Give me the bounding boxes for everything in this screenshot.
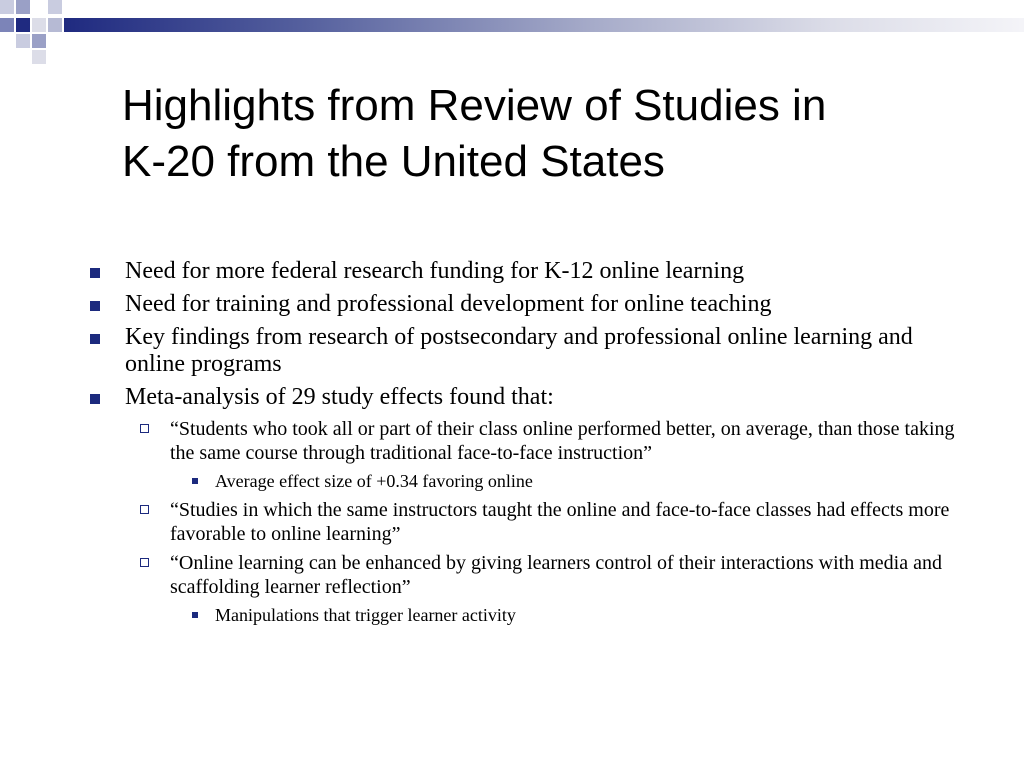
square-bullet-icon (90, 301, 100, 311)
bullet-item (88, 258, 968, 285)
bullet-text: Meta-analysis of 29 study effects found that: (125, 384, 554, 410)
square-bullet-icon (90, 334, 100, 344)
sub-bullet-item (135, 417, 968, 465)
sub-bullet-item (135, 551, 968, 599)
hollow-square-bullet-icon (140, 505, 149, 514)
hollow-square-bullet-icon (140, 558, 149, 567)
sub-bullet-text: “Students who took all or part of their class online performed better, on average, than those taking the same course through traditional face-to-face instruction” (170, 418, 955, 464)
deco-square (48, 18, 62, 32)
bullet-item (88, 291, 968, 318)
sub-sub-bullet-item (188, 470, 968, 492)
small-square-bullet-icon (192, 612, 198, 618)
bullet-text: Need for more federal research funding for K-12 online learning (125, 258, 745, 284)
header-decoration (0, 0, 1024, 64)
bullet-text: Need for training and professional development for online teaching (125, 291, 772, 317)
deco-square (32, 50, 46, 64)
deco-square (16, 0, 30, 14)
slide-title-line-2: K-20 from the United States (122, 137, 665, 186)
deco-square (32, 18, 46, 32)
square-bullet-icon (90, 268, 100, 278)
sub-bullet-text: “Online learning can be enhanced by giving learners control of their interactions with media and scaffolding learner reflection” (170, 552, 942, 598)
sub-sub-bullet-item (188, 604, 968, 626)
hollow-square-bullet-icon (140, 424, 149, 433)
square-bullet-icon (90, 394, 100, 404)
deco-square (32, 34, 46, 48)
bullet-item (88, 384, 968, 411)
sub-sub-bullet-text: Manipulations that trigger learner activity (215, 605, 516, 625)
bullet-item (88, 324, 968, 378)
slide-title (122, 78, 982, 190)
small-square-bullet-icon (192, 478, 198, 484)
sub-bullet-item (135, 498, 968, 546)
sub-bullet-text: “Studies in which the same instructors taught the online and face-to-face classes had effects more favorable to online learning” (170, 499, 950, 545)
deco-square (16, 34, 30, 48)
deco-square (0, 18, 14, 32)
deco-square (16, 18, 30, 32)
bullet-list (88, 258, 968, 632)
deco-square (48, 0, 62, 14)
header-gradient-band (64, 18, 1024, 32)
slide-title-line-1: Highlights from Review of Studies in (122, 81, 827, 130)
bullet-text: Key findings from research of postsecondary and professional online learning and online programs (125, 324, 913, 377)
sub-sub-bullet-text: Average effect size of +0.34 favoring online (215, 471, 533, 491)
deco-square (0, 0, 14, 14)
